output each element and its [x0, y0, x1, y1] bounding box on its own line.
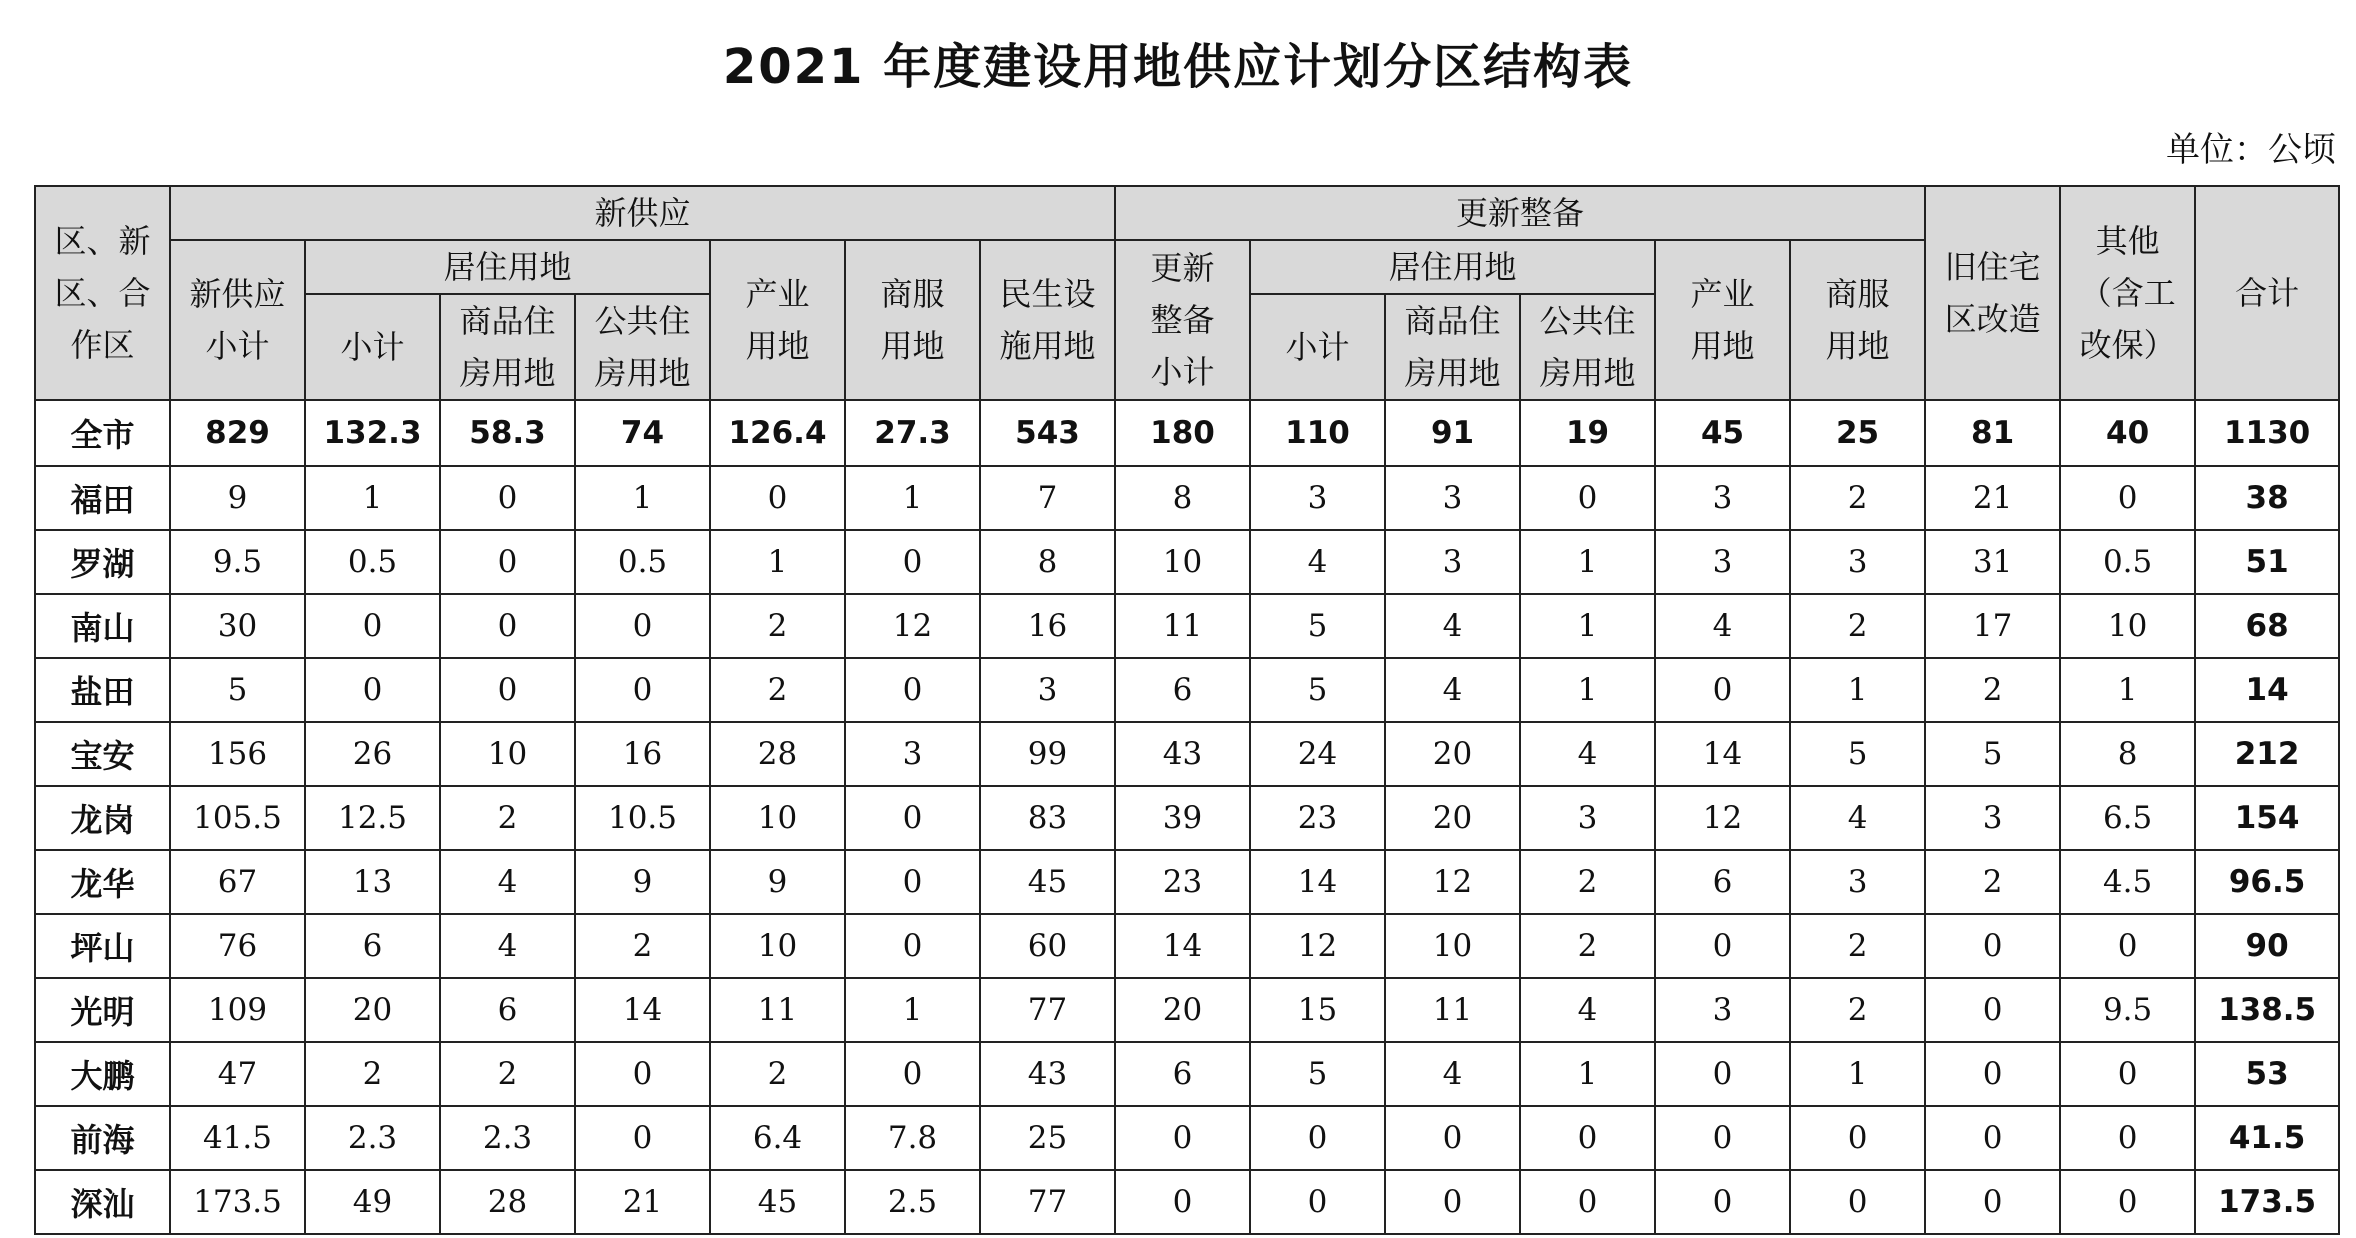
table-cell: 2: [1520, 850, 1655, 914]
table-cell: 24: [1250, 722, 1385, 786]
table-cell: 10.5: [575, 786, 710, 850]
table-cell: 0: [1655, 658, 1790, 722]
table-cell: 0: [2060, 1170, 2195, 1234]
table-cell: 6: [1115, 658, 1250, 722]
table-cell: 0: [845, 914, 980, 978]
table-cell: 43: [980, 1042, 1115, 1106]
table-cell: 14: [1250, 850, 1385, 914]
table-body: [35, 400, 2339, 1234]
table-cell: 1: [1790, 1042, 1925, 1106]
table-cell: 17: [1925, 594, 2060, 658]
table-cell: 0: [845, 786, 980, 850]
table-row: [35, 850, 2339, 914]
table-cell: 173.5: [170, 1170, 305, 1234]
table-cell: 20: [1385, 722, 1520, 786]
table-cell: 0: [440, 658, 575, 722]
table-cell: 2: [710, 594, 845, 658]
table-cell: 45: [710, 1170, 845, 1234]
table-cell: 25: [1790, 400, 1925, 466]
table-cell: 3: [1385, 466, 1520, 530]
table-cell: 1: [1520, 530, 1655, 594]
table-cell: 45: [980, 850, 1115, 914]
row-total-cell: 1130: [2195, 400, 2339, 466]
header-new-res-subtotal: 小计: [305, 294, 440, 400]
table-cell: 11: [1385, 978, 1520, 1042]
row-area-name: 罗湖: [35, 530, 170, 594]
table-cell: 10: [1385, 914, 1520, 978]
table-row: [35, 722, 2339, 786]
table-cell: 4: [1790, 786, 1925, 850]
table-cell: 16: [575, 722, 710, 786]
table-cell: 0: [575, 1106, 710, 1170]
table-cell: 0.5: [2060, 530, 2195, 594]
table-cell: 0: [1520, 1170, 1655, 1234]
table-cell: 2.3: [440, 1106, 575, 1170]
table-cell: 3: [980, 658, 1115, 722]
table-cell: 0: [305, 658, 440, 722]
table-cell: 1: [845, 466, 980, 530]
header-renewal-industrial: 产业 用地: [1655, 240, 1790, 400]
row-total-cell: 90: [2195, 914, 2339, 978]
table-cell: 5: [1250, 594, 1385, 658]
table-cell: 77: [980, 1170, 1115, 1234]
table-cell: 43: [1115, 722, 1250, 786]
table-cell: 12.5: [305, 786, 440, 850]
table-cell: 8: [980, 530, 1115, 594]
row-total-cell: 173.5: [2195, 1170, 2339, 1234]
table-cell: 0: [440, 530, 575, 594]
table-cell: 11: [710, 978, 845, 1042]
table-cell: 4: [1385, 594, 1520, 658]
row-total-cell: 38: [2195, 466, 2339, 530]
table-cell: 9.5: [170, 530, 305, 594]
table-cell: 543: [980, 400, 1115, 466]
land-supply-table: [34, 185, 2340, 1235]
row-area-name: 大鹏: [35, 1042, 170, 1106]
row-total-cell: 68: [2195, 594, 2339, 658]
table-cell: 7: [980, 466, 1115, 530]
table-cell: 0: [1925, 1042, 2060, 1106]
table-cell: 2: [1790, 594, 1925, 658]
row-area-name: 南山: [35, 594, 170, 658]
table-cell: 0: [845, 1042, 980, 1106]
table-cell: 4: [440, 914, 575, 978]
table-cell: 0: [575, 658, 710, 722]
table-cell: 6: [305, 914, 440, 978]
table-cell: 0: [1655, 914, 1790, 978]
table-cell: 2: [575, 914, 710, 978]
row-area-name: 光明: [35, 978, 170, 1042]
table-cell: 20: [1385, 786, 1520, 850]
row-area-name: 深汕: [35, 1170, 170, 1234]
table-cell: 4: [1520, 722, 1655, 786]
table-cell: 829: [170, 400, 305, 466]
table-cell: 2.3: [305, 1106, 440, 1170]
table-cell: 0: [440, 466, 575, 530]
table-cell: 0: [1655, 1042, 1790, 1106]
header-new-supply: 新供应: [170, 186, 1115, 240]
table-cell: 6.5: [2060, 786, 2195, 850]
row-total-cell: 96.5: [2195, 850, 2339, 914]
header-renewal-business: 商服 用地: [1790, 240, 1925, 400]
table-cell: 1: [2060, 658, 2195, 722]
row-area-name: 全市: [35, 400, 170, 466]
table-cell: 1: [1520, 658, 1655, 722]
row-total-cell: 14: [2195, 658, 2339, 722]
table-cell: 49: [305, 1170, 440, 1234]
table-cell: 3: [1520, 786, 1655, 850]
table-cell: 3: [1250, 466, 1385, 530]
table-cell: 6: [1655, 850, 1790, 914]
page-title: 2021 年度建设用地供应计划分区结构表: [722, 39, 1634, 95]
table-cell: 47: [170, 1042, 305, 1106]
table-cell: 12: [845, 594, 980, 658]
table-cell: 12: [1385, 850, 1520, 914]
table-cell: 14: [575, 978, 710, 1042]
table-cell: 25: [980, 1106, 1115, 1170]
table-cell: 0: [1250, 1106, 1385, 1170]
table-cell: 3: [1925, 786, 2060, 850]
table-cell: 0: [2060, 914, 2195, 978]
header-new-residential: 居住用地: [305, 240, 710, 294]
table-cell: 0: [440, 594, 575, 658]
table-cell: 0: [845, 850, 980, 914]
table-cell: 9: [170, 466, 305, 530]
table-cell: 156: [170, 722, 305, 786]
header-total: 合计: [2195, 186, 2339, 400]
table-cell: 0: [1655, 1170, 1790, 1234]
header-renewal-public-housing: 公共住 房用地: [1520, 294, 1655, 400]
row-area-name: 龙岗: [35, 786, 170, 850]
table-row: [35, 530, 2339, 594]
header-renewal-subtotal: 更新 整备 小计: [1115, 240, 1250, 400]
table-cell: 1: [1790, 658, 1925, 722]
table-row: [35, 466, 2339, 530]
table-cell: 2: [710, 658, 845, 722]
table-cell: 0: [575, 1042, 710, 1106]
table-cell: 45: [1655, 400, 1790, 466]
row-total-cell: 154: [2195, 786, 2339, 850]
table-cell: 21: [1925, 466, 2060, 530]
table-cell: 3: [1655, 978, 1790, 1042]
table-row: [35, 914, 2339, 978]
table-cell: 0: [2060, 1042, 2195, 1106]
table-cell: 14: [1115, 914, 1250, 978]
table-cell: 28: [440, 1170, 575, 1234]
table-cell: 2: [1790, 978, 1925, 1042]
header-new-industrial: 产业 用地: [710, 240, 845, 400]
table-cell: 20: [1115, 978, 1250, 1042]
unit-label: 单位：公顷: [2166, 130, 2336, 170]
row-area-name: 宝安: [35, 722, 170, 786]
row-area-name: 龙华: [35, 850, 170, 914]
table-row: [35, 594, 2339, 658]
table-cell: 21: [575, 1170, 710, 1234]
table-cell: 9.5: [2060, 978, 2195, 1042]
table-cell: 3: [1655, 530, 1790, 594]
table-cell: 2: [440, 1042, 575, 1106]
header-renewal: 更新整备: [1115, 186, 1925, 240]
table-cell: 10: [710, 914, 845, 978]
table-cell: 6: [1115, 1042, 1250, 1106]
header-old-residential: 旧住宅 区改造: [1925, 186, 2060, 400]
table-cell: 5: [1790, 722, 1925, 786]
table-cell: 30: [170, 594, 305, 658]
table-cell: 12: [1655, 786, 1790, 850]
row-total-cell: 53: [2195, 1042, 2339, 1106]
header-new-subtotal: 新供应 小计: [170, 240, 305, 400]
header-renewal-residential: 居住用地: [1250, 240, 1655, 294]
table-cell: 132.3: [305, 400, 440, 466]
row-area-name: 坪山: [35, 914, 170, 978]
table-cell: 4: [440, 850, 575, 914]
table-cell: 3: [845, 722, 980, 786]
table-cell: 0: [710, 466, 845, 530]
table-cell: 0: [1520, 1106, 1655, 1170]
table-cell: 126.4: [710, 400, 845, 466]
table-cell: 13: [305, 850, 440, 914]
table-cell: 10: [2060, 594, 2195, 658]
table-cell: 14: [1655, 722, 1790, 786]
table-cell: 1: [845, 978, 980, 1042]
header-new-business: 商服 用地: [845, 240, 980, 400]
table-cell: 67: [170, 850, 305, 914]
table-cell: 15: [1250, 978, 1385, 1042]
table-cell: 19: [1520, 400, 1655, 466]
table-cell: 77: [980, 978, 1115, 1042]
table-cell: 3: [1790, 850, 1925, 914]
table-cell: 0: [845, 658, 980, 722]
table-cell: 41.5: [170, 1106, 305, 1170]
table-cell: 40: [2060, 400, 2195, 466]
table-cell: 4.5: [2060, 850, 2195, 914]
table-cell: 109: [170, 978, 305, 1042]
table-cell: 2: [1790, 914, 1925, 978]
table-cell: 0: [1520, 466, 1655, 530]
table-cell: 0: [1925, 1106, 2060, 1170]
table-cell: 1: [1520, 594, 1655, 658]
table-cell: 110: [1250, 400, 1385, 466]
row-area-name: 盐田: [35, 658, 170, 722]
table-cell: 0: [1925, 914, 2060, 978]
table-cell: 5: [1250, 658, 1385, 722]
table-cell: 26: [305, 722, 440, 786]
table-cell: 0: [1790, 1170, 1925, 1234]
table-cell: 0.5: [305, 530, 440, 594]
table-cell: 74: [575, 400, 710, 466]
table-cell: 2: [710, 1042, 845, 1106]
table-cell: 0: [845, 530, 980, 594]
header-livelihood: 民生设 施用地: [980, 240, 1115, 400]
table-row: [35, 978, 2339, 1042]
table-row: [35, 400, 2339, 466]
header-new-public-housing: 公共住 房用地: [575, 294, 710, 400]
table-cell: 58.3: [440, 400, 575, 466]
table-cell: 4: [1655, 594, 1790, 658]
table-cell: 23: [1250, 786, 1385, 850]
table-cell: 10: [710, 786, 845, 850]
table-cell: 91: [1385, 400, 1520, 466]
table-cell: 0: [2060, 466, 2195, 530]
table-cell: 0: [1655, 1106, 1790, 1170]
table-cell: 0: [1115, 1170, 1250, 1234]
table-cell: 6.4: [710, 1106, 845, 1170]
table-cell: 5: [1250, 1042, 1385, 1106]
table-cell: 4: [1385, 658, 1520, 722]
table-cell: 0: [1385, 1106, 1520, 1170]
table-cell: 0: [2060, 1106, 2195, 1170]
header-area: 区、新 区、合 作区: [35, 186, 170, 400]
table-cell: 0: [1115, 1106, 1250, 1170]
table-cell: 1: [575, 466, 710, 530]
table-cell: 2.5: [845, 1170, 980, 1234]
table-cell: 0: [1925, 978, 2060, 1042]
table-row: [35, 1106, 2339, 1170]
table-cell: 0: [1790, 1106, 1925, 1170]
table-cell: 11: [1115, 594, 1250, 658]
table-row: [35, 1042, 2339, 1106]
table-cell: 16: [980, 594, 1115, 658]
table-row: [35, 1170, 2339, 1234]
header-new-commercial-housing: 商品住 房用地: [440, 294, 575, 400]
table-cell: 12: [1250, 914, 1385, 978]
table-row: [35, 658, 2339, 722]
table-cell: 9: [710, 850, 845, 914]
table-cell: 0: [305, 594, 440, 658]
table-cell: 4: [1385, 1042, 1520, 1106]
table-cell: 1: [305, 466, 440, 530]
table-cell: 99: [980, 722, 1115, 786]
table-cell: 28: [710, 722, 845, 786]
row-total-cell: 41.5: [2195, 1106, 2339, 1170]
table-cell: 23: [1115, 850, 1250, 914]
table-cell: 7.8: [845, 1106, 980, 1170]
table-cell: 6: [440, 978, 575, 1042]
table-cell: 2: [1925, 850, 2060, 914]
header-other: 其他 （含工 改保）: [2060, 186, 2195, 400]
row-total-cell: 212: [2195, 722, 2339, 786]
header-renewal-commercial-housing: 商品住 房用地: [1385, 294, 1520, 400]
table-cell: 27.3: [845, 400, 980, 466]
table-cell: 31: [1925, 530, 2060, 594]
table-cell: 8: [2060, 722, 2195, 786]
header-renewal-res-subtotal: 小计: [1250, 294, 1385, 400]
table-cell: 0: [575, 594, 710, 658]
row-total-cell: 51: [2195, 530, 2339, 594]
table-cell: 180: [1115, 400, 1250, 466]
table-cell: 1: [1520, 1042, 1655, 1106]
row-total-cell: 138.5: [2195, 978, 2339, 1042]
table-cell: 76: [170, 914, 305, 978]
table-cell: 3: [1790, 530, 1925, 594]
table-cell: 2: [305, 1042, 440, 1106]
table-cell: 0: [1385, 1170, 1520, 1234]
table-cell: 3: [1385, 530, 1520, 594]
table-cell: 81: [1925, 400, 2060, 466]
table-cell: 83: [980, 786, 1115, 850]
row-area-name: 前海: [35, 1106, 170, 1170]
table-row: [35, 786, 2339, 850]
row-area-name: 福田: [35, 466, 170, 530]
table-cell: 5: [1925, 722, 2060, 786]
table-cell: 10: [1115, 530, 1250, 594]
table-cell: 60: [980, 914, 1115, 978]
table-cell: 1: [710, 530, 845, 594]
table-cell: 2: [440, 786, 575, 850]
table-cell: 10: [440, 722, 575, 786]
table-cell: 39: [1115, 786, 1250, 850]
table-cell: 20: [305, 978, 440, 1042]
table-cell: 5: [170, 658, 305, 722]
table-cell: 0: [1250, 1170, 1385, 1234]
table-cell: 2: [1790, 466, 1925, 530]
table-cell: 105.5: [170, 786, 305, 850]
table-cell: 3: [1655, 466, 1790, 530]
table-cell: 0: [1925, 1170, 2060, 1234]
table-cell: 4: [1520, 978, 1655, 1042]
table-cell: 8: [1115, 466, 1250, 530]
table-cell: 0.5: [575, 530, 710, 594]
table-cell: 2: [1520, 914, 1655, 978]
table-cell: 2: [1925, 658, 2060, 722]
table-cell: 4: [1250, 530, 1385, 594]
table-cell: 9: [575, 850, 710, 914]
